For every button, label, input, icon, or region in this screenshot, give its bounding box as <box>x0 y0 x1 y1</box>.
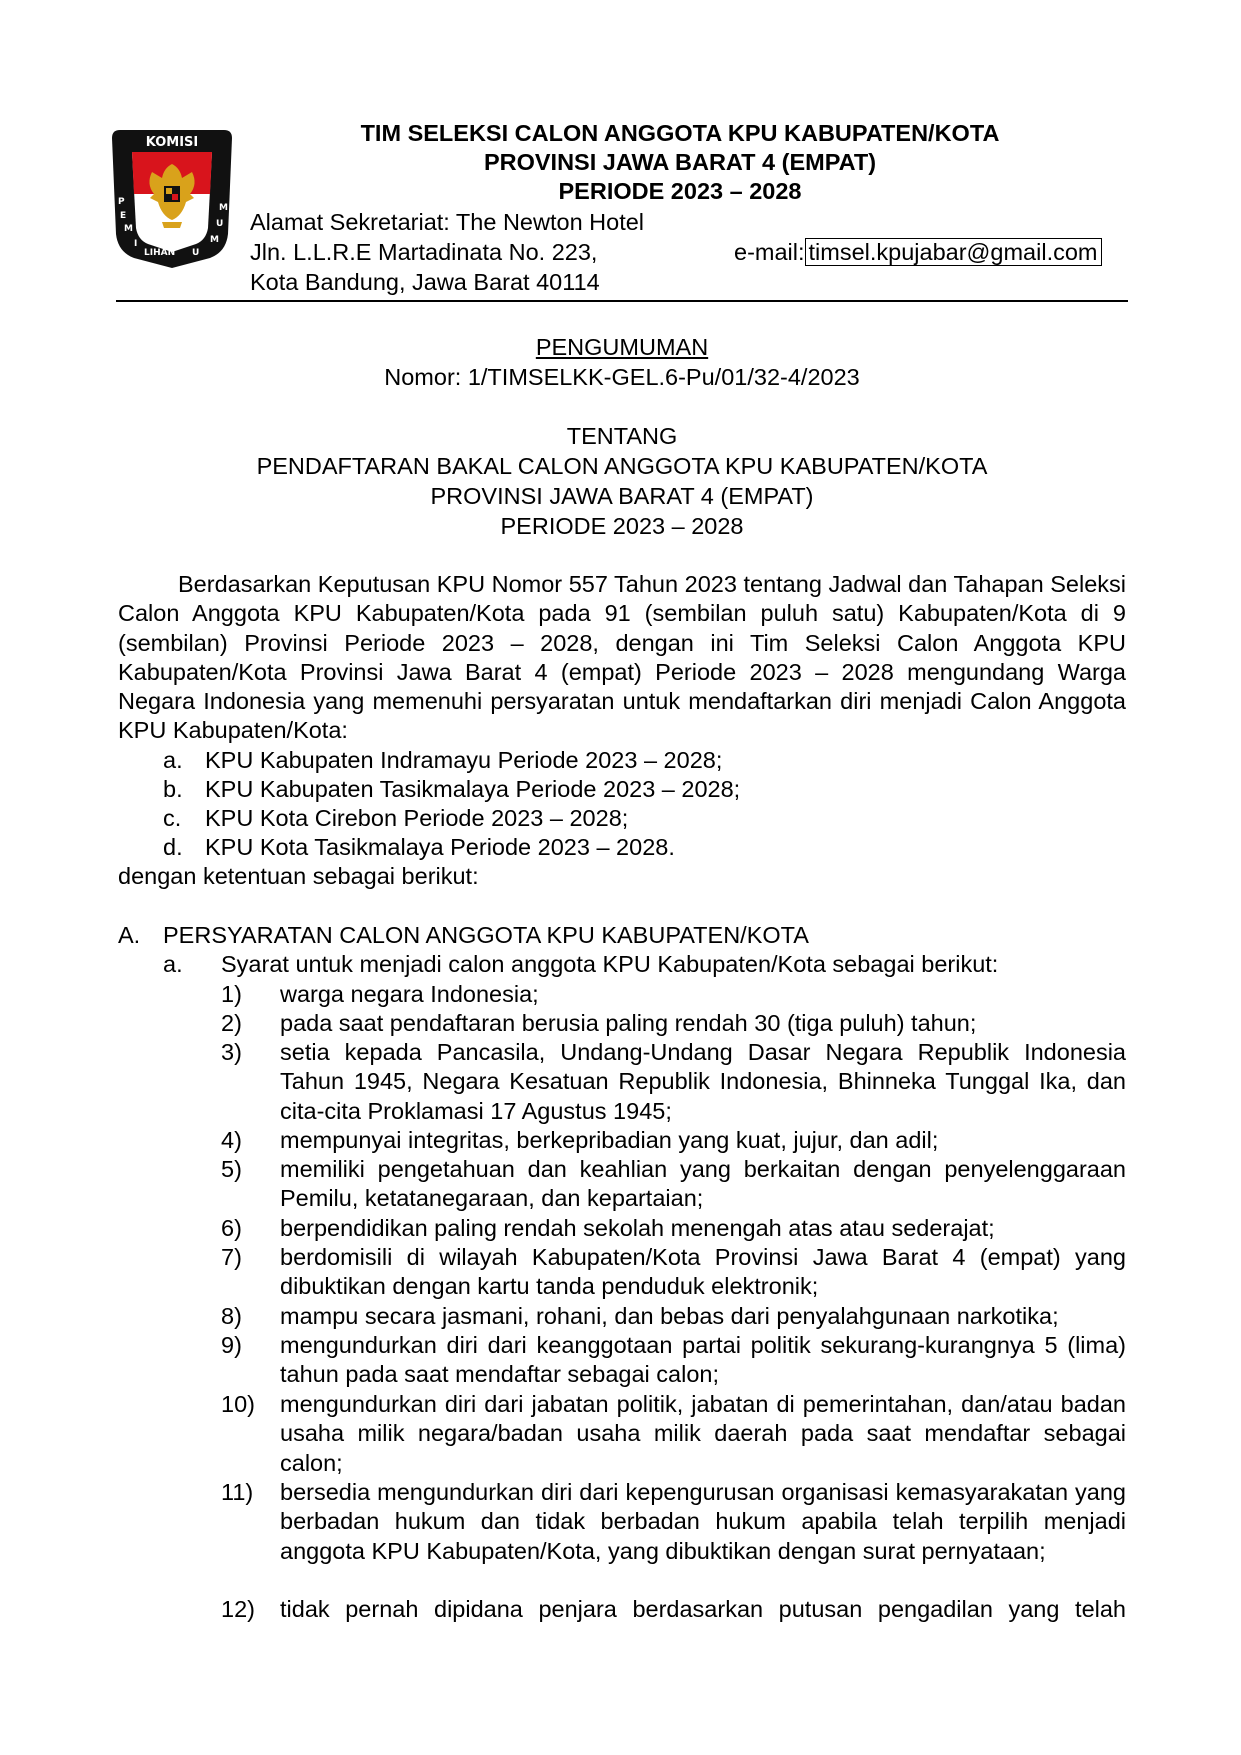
announcement-heading <box>116 332 1128 362</box>
req-number-4: 4) <box>221 1127 242 1153</box>
req-number-2: 2) <box>221 1010 242 1036</box>
req-number-5: 5) <box>221 1156 242 1182</box>
subject-line-1: PENDAFTARAN BAKAL CALON ANGGOTA KPU KABUPATEN/KOTA <box>256 453 988 479</box>
req-text-3: setia kepada Pancasila, Undang-Undang Dasar Negara Republik Indonesia Tahun 1945, Negara Kesatuan Republik Indonesia, Bhinneka Tunggal Ika, dan cita-cita Proklamasi 17 Agustus 1945; <box>280 1039 1126 1124</box>
svg-text:I: I <box>134 239 138 249</box>
regency-marker-d: d. <box>163 834 183 860</box>
svg-text:M: M <box>210 235 219 245</box>
regency-item-b: KPU Kabupaten Tasikmalaya Periode 2023 – 2028; <box>205 776 741 802</box>
svg-text:U: U <box>192 248 200 258</box>
req-text-6: berpendidikan paling rendah sekolah menengah atas atau sederajat; <box>280 1215 995 1241</box>
svg-text:M: M <box>219 203 228 213</box>
req-number-11: 11) <box>221 1479 254 1505</box>
svg-text:M: M <box>124 224 133 234</box>
req-number-3: 3) <box>221 1039 242 1065</box>
section-a-marker: A. <box>118 922 141 948</box>
svg-text:U: U <box>216 219 224 229</box>
header-divider <box>116 300 1128 302</box>
header-title-line-2: PROVINSI JAWA BARAT 4 (EMPAT) <box>483 149 877 175</box>
intro-paragraph: Berdasarkan Keputusan KPU Nomor 557 Tahun 2023 tentang Jadwal dan Tahapan Seleksi Calon Anggota KPU Kabupaten/Kota pada 91 (sembilan puluh satu) Kabupaten/Kota di 9 (sembilan) Provinsi Periode 2023 – 2028, dengan ini Tim Seleksi Calon Anggota KPU Kabupaten/Kota Provinsi Jawa Barat 4 (empat) Periode 2023 – 2028 mengundang Warga Negara Indonesia yang memenuhi persyaratan untuk mendaftarkan diri menjadi Calon Anggota KPU Kabupaten/Kota: <box>118 571 1126 744</box>
req-number-8: 8) <box>221 1303 242 1329</box>
req-text-7: berdomisili di wilayah Kabupaten/Kota Provinsi Jawa Barat 4 (empat) yang dibuktikan dengan kartu tanda penduduk elektronik; <box>280 1244 1126 1300</box>
regency-item-d: KPU Kota Tasikmalaya Periode 2023 – 2028. <box>205 834 675 860</box>
req-text-9: mengundurkan diri dari keanggotaan partai politik sekurang-kurangnya 5 (lima) tahun pada saat mendaftar sebagai calon; <box>280 1332 1126 1388</box>
address-line-2: Jln. L.L.R.E Martadinata No. 223, <box>250 239 598 265</box>
svg-text:LIHAN: LIHAN <box>144 248 176 258</box>
subject-line-3: PERIODE 2023 – 2028 <box>500 513 744 539</box>
req-text-11: bersedia mengundurkan diri dari kepengurusan organisasi kemasyarakatan yang berbadan hukum dan tidak berbadan hukum apabila telah terpilih menjadi anggota KPU Kabupaten/Kota, yang dibuktikan dengan surat pernyataan; <box>280 1479 1126 1564</box>
section-a-sub-marker: a. <box>163 951 183 977</box>
req-number-6: 6) <box>221 1215 242 1241</box>
address-line-3: Kota Bandung, Jawa Barat 40114 <box>250 269 600 295</box>
address-line-1: Alamat Sekretariat: The Newton Hotel <box>250 209 645 235</box>
announcement-heading-text: PENGUMUMAN <box>535 334 709 360</box>
svg-text:P: P <box>118 197 125 207</box>
regency-item-c: KPU Kota Cirebon Periode 2023 – 2028; <box>205 805 629 831</box>
req-number-1: 1) <box>221 981 242 1007</box>
announcement-about: TENTANG <box>566 423 678 449</box>
email-contact <box>734 237 1102 267</box>
email-link[interactable]: timsel.kpujabar@gmail.com <box>805 238 1102 266</box>
regency-marker-a: a. <box>163 747 183 773</box>
req-number-7: 7) <box>221 1244 242 1270</box>
req-text-8: mampu secara jasmani, rohani, dan bebas dari penyalahgunaan narkotika; <box>280 1303 1059 1329</box>
req-text-5: memiliki pengetahuan dan keahlian yang berkaitan dengan penyelenggaraan Pemilu, ketatanegaraan, dan kepartaian; <box>280 1156 1126 1212</box>
req-text-10: mengundurkan diri dari jabatan politik, jabatan di pemerintahan, dan/atau badan usaha milik negara/badan usaha milik daerah pada saat mendaftar sebagai calon; <box>280 1391 1126 1476</box>
req-number-9: 9) <box>221 1332 242 1358</box>
closing-text: dengan ketentuan sebagai berikut: <box>118 863 479 889</box>
req-text-1: warga negara Indonesia; <box>280 981 539 1007</box>
regency-marker-b: b. <box>163 776 183 802</box>
svg-text:E: E <box>120 211 127 221</box>
section-a-sub-title: Syarat untuk menjadi calon anggota KPU Kabupaten/Kota sebagai berikut: <box>221 951 999 977</box>
header-title-line-1: TIM SELEKSI CALON ANGGOTA KPU KABUPATEN/KOTA <box>360 120 1000 146</box>
regency-item-a: KPU Kabupaten Indramayu Periode 2023 – 2028; <box>205 747 723 773</box>
req-number-10: 10) <box>221 1391 255 1417</box>
logo-text-top: KOMISI <box>145 135 199 150</box>
regency-marker-c: c. <box>163 805 182 831</box>
req-text-12: tidak pernah dipidana penjara berdasarkan putusan pengadilan yang telah <box>280 1596 1126 1622</box>
subject-line-2: PROVINSI JAWA BARAT 4 (EMPAT) <box>430 483 814 509</box>
header-title-line-3: PERIODE 2023 – 2028 <box>558 178 802 204</box>
kpu-logo <box>106 124 238 270</box>
req-text-4: mempunyai integritas, berkepribadian yang kuat, jujur, dan adil; <box>280 1127 939 1153</box>
email-label: e-mail: <box>734 239 805 265</box>
announcement-number: Nomor: 1/TIMSELKK-GEL.6-Pu/01/32-4/2023 <box>384 364 860 390</box>
req-text-2: pada saat pendaftaran berusia paling rendah 30 (tiga puluh) tahun; <box>280 1010 977 1036</box>
req-number-12: 12) <box>221 1596 255 1622</box>
section-a-title: PERSYARATAN CALON ANGGOTA KPU KABUPATEN/KOTA <box>163 922 809 948</box>
